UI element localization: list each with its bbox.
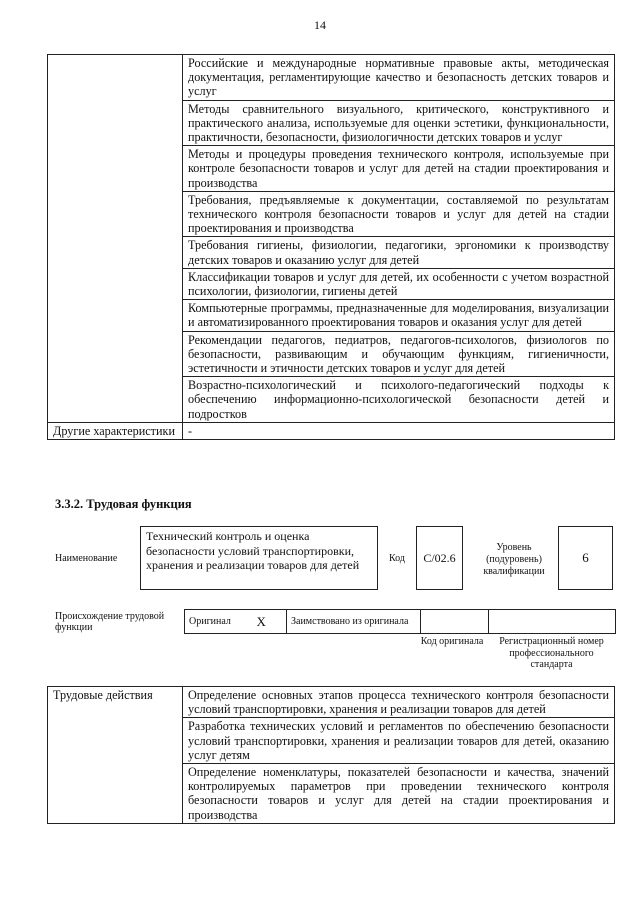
knowledge-item: Методы и процедуры проведения технического контроля, используемые при контроле безопасности товаров и услуг для детей на стадии проектирования и производства: [183, 146, 615, 192]
knowledge-table: [47, 54, 615, 440]
knowledge-item: Требования, предъявляемые к документации, составляемой по результатам технического контроля безопасности товаров и услуг для детей на стадии проектирования и производства: [183, 191, 615, 237]
actions-table: [47, 686, 615, 824]
knowledge-item: Рекомендации педагогов, педиатров, педагогов-психологов, физиологов по безопасности, развивающим и обучающим функциям, гигиеничности, эстетичности и этичности детских товаров и услуг для детей: [183, 331, 615, 377]
original-code-cell: [421, 610, 489, 634]
function-code-box: С/02.6: [416, 526, 463, 590]
knowledge-item: Методы сравнительного визуального, критического, конструктивного и практического анализа, используемые для оценки эстетики, функциональности, практичности, безопасности, физиологичности детских товаров и услуг: [183, 100, 615, 146]
knowledge-item: Российские и международные нормативные правовые акты, методическая документация, регламентирующие качество и безопасность детских товаров и услуг: [183, 55, 615, 101]
section-title: 3.3.2. Трудовая функция: [55, 497, 192, 511]
knowledge-label-cell: [48, 55, 183, 423]
origin-table: [184, 609, 616, 634]
level-label: Уровень (подуровень) квалификации: [483, 542, 545, 577]
function-name-box: Технический контроль и оценка безопасности условий транспортировки, хранения и реализации товаров для детей: [140, 526, 378, 590]
level-box: 6: [558, 526, 613, 590]
code-original-caption: Код оригинала: [420, 636, 484, 647]
origin-label: Происхождение трудовой функции: [55, 611, 165, 633]
reg-number-caption: Регистрационный номер профессионального стандарта: [499, 636, 604, 670]
page-number: 14: [314, 18, 326, 32]
knowledge-item: Требования гигиены, физиологии, педагогики, эргономики к производству детских товаров и оказанию услуг для детей: [183, 237, 615, 268]
action-item: Определение номенклатуры, показателей безопасности и качества, значений контролируемых параметров при проведении технического контроля безопасности товаров и услуг для детей на стадии проектирования и производства: [183, 764, 615, 824]
table-row: [48, 687, 615, 718]
borrowed-label: Заимствовано из оригинала: [287, 610, 421, 634]
actions-label: Трудовые действия: [48, 687, 183, 824]
name-label: Наименование: [55, 553, 118, 564]
table-row: [48, 422, 615, 439]
action-item: Разработка технических условий и регламентов по обеспечению безопасности условий транспортировки, хранения и реализации товаров для детей, оказанию услуг детям: [183, 718, 615, 764]
reg-number-cell: [489, 610, 616, 634]
knowledge-item: Компьютерные программы, предназначенные для моделирования, визуализации и автоматизированного проектирования товаров и оказания услуг для детей: [183, 300, 615, 331]
code-label: Код: [389, 553, 405, 564]
knowledge-item: Классификации товаров и услуг для детей, их особенности с учетом возрастной психологии, физиологии, гигиены детей: [183, 268, 615, 299]
original-label: Оригинал: [185, 610, 253, 634]
action-item: Определение основных этапов процесса технического контроля безопасности условий транспортировки, хранения и реализации товаров для детей: [183, 687, 615, 718]
table-row: [48, 55, 615, 101]
other-label: Другие характеристики: [48, 422, 183, 439]
other-value: -: [183, 422, 615, 439]
knowledge-item: Возрастно-психологический и психолого-педагогический подходы к обеспечению информационно-психологической безопасности детей и подростков: [183, 377, 615, 423]
original-mark: X: [253, 610, 287, 634]
